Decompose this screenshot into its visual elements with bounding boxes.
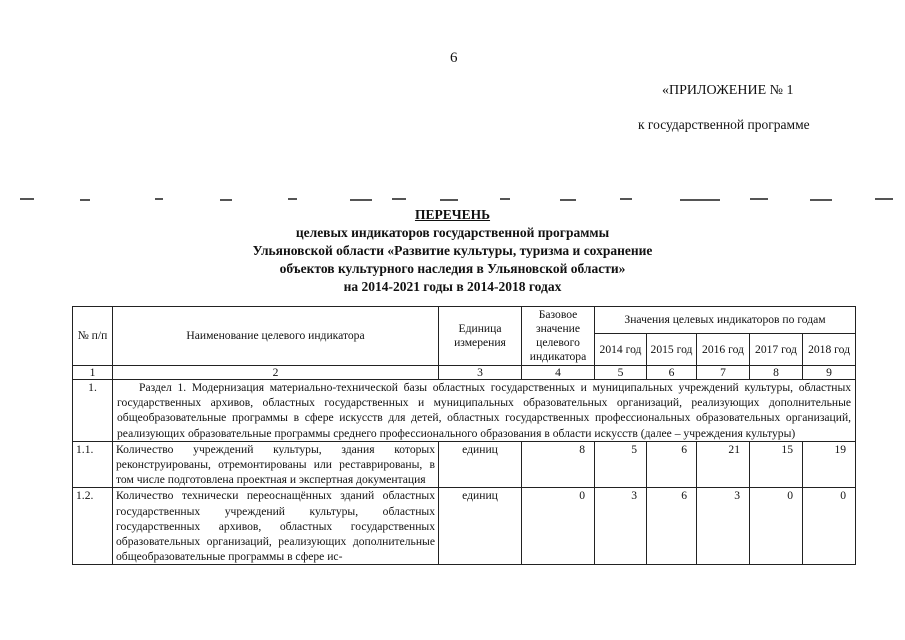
value-2017: 0 xyxy=(750,488,803,565)
column-number: 9 xyxy=(803,366,856,380)
indicator-unit: единиц xyxy=(439,441,522,488)
section-row xyxy=(73,380,856,442)
title-line-5: на 2014-2021 годы в 2014-2018 годах xyxy=(343,279,562,294)
indicators-table xyxy=(72,306,856,565)
indicator-name: Количество технически переоснащённых зданий областных государственных учреждений культуры, областных государственных архивов, областных государственных образовательных организаций, реализующих дополнительные общеобразовательные программы в сфере ис- xyxy=(113,488,439,565)
header-year-2014: 2014 год xyxy=(595,334,647,366)
header-name: Наименование целевого индикатора xyxy=(113,307,439,366)
header-num: № п/п xyxy=(73,307,113,366)
column-number: 6 xyxy=(647,366,697,380)
row-num: 1.1. xyxy=(73,441,113,488)
page-number: 6 xyxy=(450,50,458,66)
column-number: 7 xyxy=(697,366,750,380)
column-number: 5 xyxy=(595,366,647,380)
title-line-4: объектов культурного наследия в Ульяновской области» xyxy=(279,261,626,276)
column-number: 8 xyxy=(750,366,803,380)
section-text-content: Раздел 1. Модернизация материально-технической базы областных государственных и муниципальных учреждений культуры, областных государственных архивов, областных государственных и муниципальных образовательных организаций, реализующих дополнительные общеобразовательные программы в сфере искусств для детей, областных государственных профессиональных образовательных организаций, реализующих образовательные программы среднего профессионального образования в области искусств (далее – учреждения культуры) xyxy=(117,381,852,440)
table-row xyxy=(73,441,856,488)
value-2014: 5 xyxy=(595,441,647,488)
value-2015: 6 xyxy=(647,488,697,565)
header-year-2015: 2015 год xyxy=(647,334,697,366)
indicator-name: Количество учреждений культуры, здания которых реконструированы, отремонтированы или реставрированы, в том числе подготовлена проектная и экспертная документация xyxy=(113,441,439,488)
column-number: 2 xyxy=(113,366,439,380)
column-number: 3 xyxy=(439,366,522,380)
value-2014: 3 xyxy=(595,488,647,565)
title-line-2: целевых индикаторов государственной программы xyxy=(295,225,610,240)
value-2016: 21 xyxy=(697,441,750,488)
document-title xyxy=(180,206,725,296)
appendix-title: «ПРИЛОЖЕНИЕ № 1 xyxy=(662,83,794,98)
section-text xyxy=(113,380,856,442)
row-num: 1.2. xyxy=(73,488,113,565)
column-number: 1 xyxy=(73,366,113,380)
value-2015: 6 xyxy=(647,441,697,488)
indicator-base: 8 xyxy=(522,441,595,488)
column-numbers-row xyxy=(73,366,856,380)
header-unit: Единица измерения xyxy=(439,307,522,366)
header-year-2017: 2017 год xyxy=(750,334,803,366)
appendix-subtitle: к государственной программе xyxy=(638,117,810,132)
value-2016: 3 xyxy=(697,488,750,565)
indicator-base: 0 xyxy=(522,488,595,565)
value-2018: 0 xyxy=(803,488,856,565)
header-values-group: Значения целевых индикаторов по годам xyxy=(595,307,856,334)
header-base: Базовое значение целевого индикатора xyxy=(522,307,595,366)
title-line-3: Ульяновской области «Развитие культуры, туризма и сохранение xyxy=(252,243,653,258)
table-row xyxy=(73,488,856,565)
value-2017: 15 xyxy=(750,441,803,488)
column-number: 4 xyxy=(522,366,595,380)
value-2018: 19 xyxy=(803,441,856,488)
indicator-unit: единиц xyxy=(439,488,522,565)
header-year-2018: 2018 год xyxy=(803,334,856,366)
header-year-2016: 2016 год xyxy=(697,334,750,366)
title-line-1: ПЕРЕЧЕНЬ xyxy=(414,207,491,222)
scan-artifact-dashes xyxy=(20,197,900,201)
section-num: 1. xyxy=(73,380,113,442)
